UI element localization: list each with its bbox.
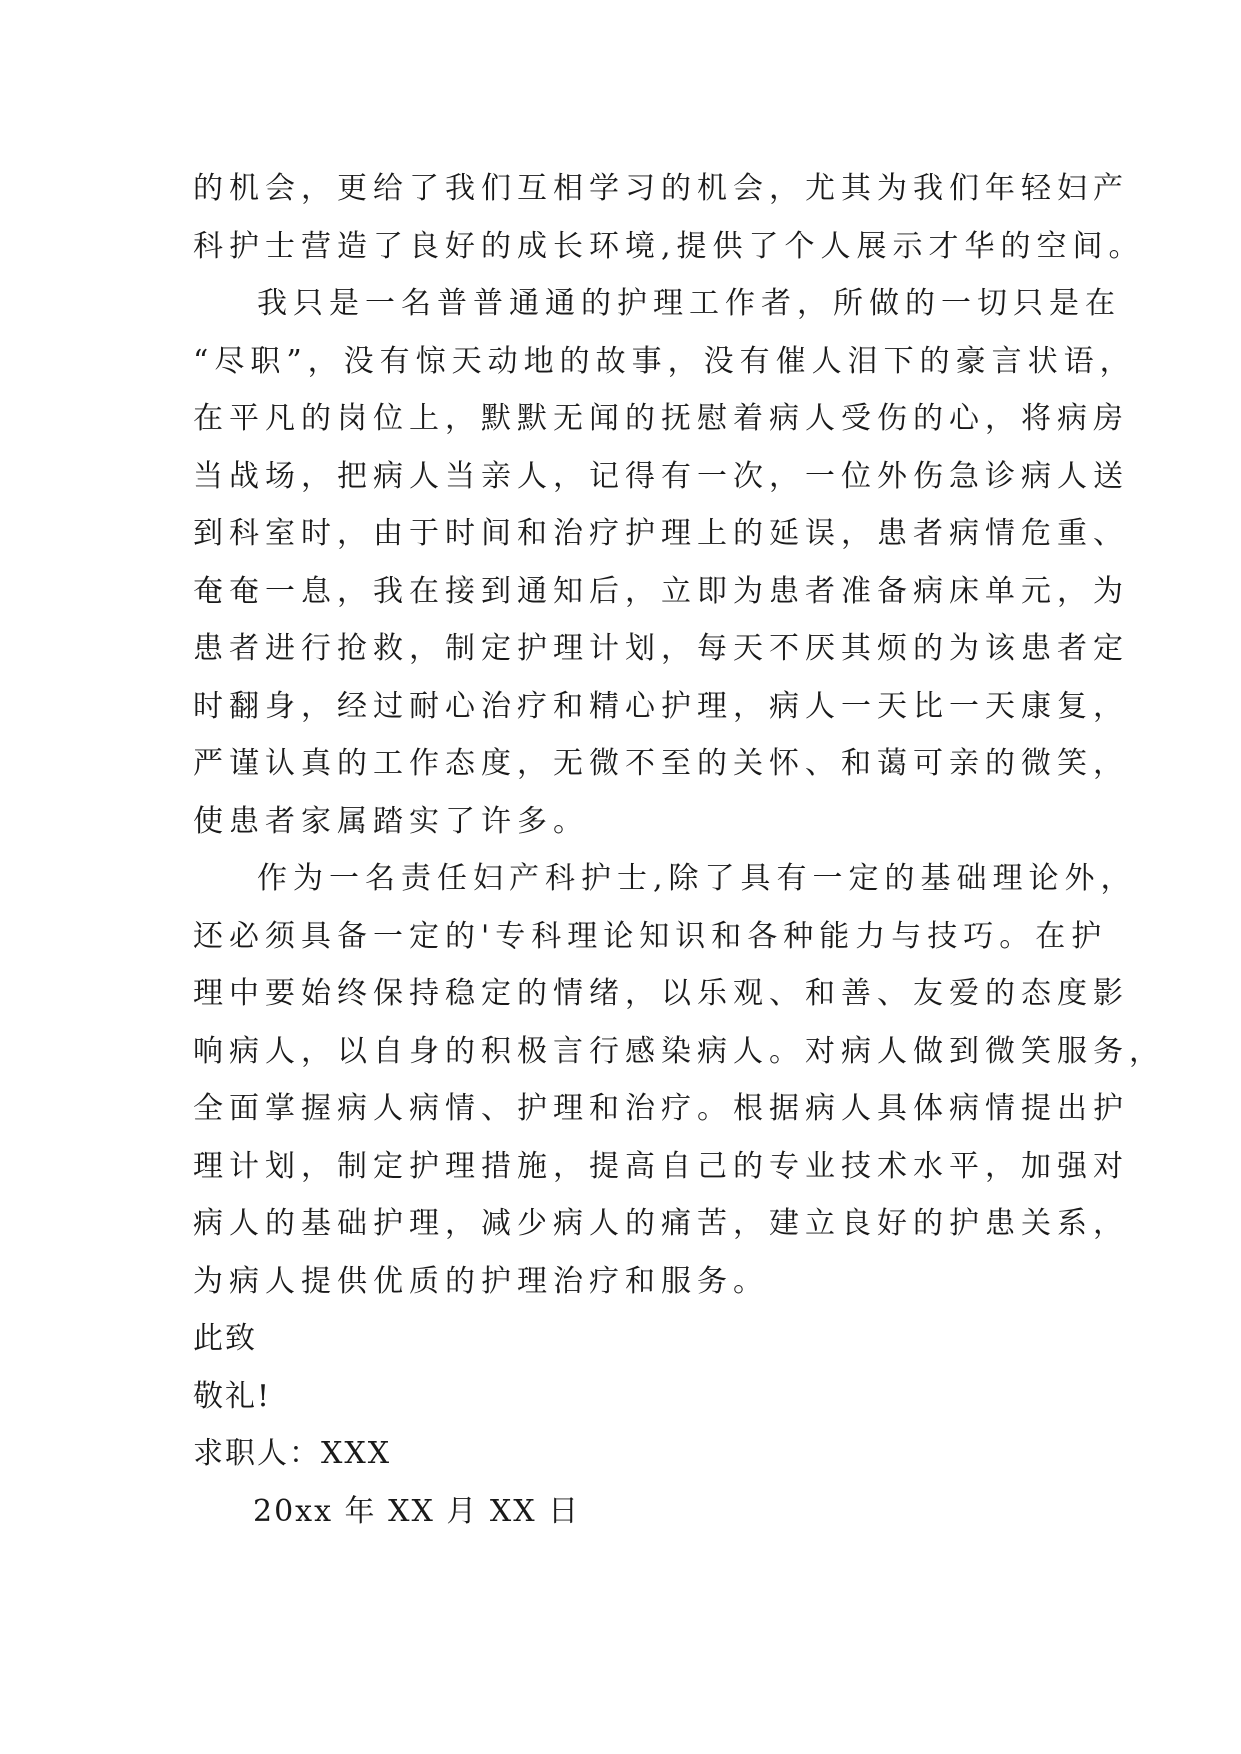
text-line: 患者进行抢救，制定护理计划，每天不厌其烦的为该患者定 bbox=[193, 631, 1129, 666]
text-line: 的机会，更给了我们互相学习的机会，尤其为我们年轻妇产 bbox=[193, 171, 1129, 206]
letter-closing bbox=[193, 1310, 1093, 1540]
paragraph-3 bbox=[193, 850, 1165, 1310]
text-line: 科护士营造了良好的成长环境,提供了个人展示才华的空间。 bbox=[193, 228, 1145, 264]
text-line: 严谨认真的工作态度，无微不至的关怀、和蔼可亲的微笑， bbox=[193, 746, 1129, 781]
text-line: 奄奄一息，我在接到通知后，立即为患者准备病床单元，为 bbox=[193, 573, 1129, 609]
letter-date: 20xx 年 XX 月 XX 日 bbox=[253, 1493, 581, 1529]
text-line: 时翻身，经过耐心治疗和精心护理，病人一天比一天康复， bbox=[193, 688, 1129, 724]
text-line: 响病人，以自身的积极言行感染病人。对病人做到微笑服务， bbox=[193, 1033, 1165, 1069]
text-line: “尽职”，没有惊天动地的故事，没有催人泪下的豪言状语， bbox=[193, 343, 1136, 379]
closing-regards: 敬礼! bbox=[193, 1378, 272, 1414]
paragraph-2 bbox=[193, 275, 1136, 850]
signature: 求职人：XXX bbox=[193, 1436, 392, 1471]
text-line: 全面掌握病人病情、护理和治疗。根据病人具体病情提出护 bbox=[193, 1091, 1129, 1126]
text-line: 到科室时，由于时间和治疗护理上的延误，患者病情危重、 bbox=[193, 516, 1129, 551]
text-line: 理中要始终保持稳定的情绪，以乐观、和善、友爱的态度影 bbox=[193, 976, 1129, 1011]
text-line: 使患者家属踏实了许多。 bbox=[193, 803, 589, 839]
letter-body bbox=[193, 160, 1165, 1540]
text-line: 当战场，把病人当亲人，记得有一次，一位外伤急诊病人送 bbox=[193, 458, 1129, 494]
text-line: 在平凡的岗位上，默默无闻的抚慰着病人受伤的心，将病房 bbox=[193, 401, 1129, 436]
text-line: 还必须具备一定的'专科理论知识和各种能力与技巧。在护 bbox=[193, 918, 1108, 954]
closing-salutation: 此致 bbox=[193, 1321, 257, 1356]
text-line: 理计划，制定护理措施，提高自己的专业技术水平，加强对 bbox=[193, 1148, 1129, 1184]
text-line: 我只是一名普普通通的护理工作者，所做的一切只是在 bbox=[257, 286, 1121, 321]
paragraph-1 bbox=[193, 160, 1145, 275]
text-line: 病人的基础护理，减少病人的痛苦，建立良好的护患关系， bbox=[193, 1206, 1129, 1241]
text-line: 为病人提供优质的护理治疗和服务。 bbox=[193, 1263, 769, 1299]
text-line: 作为一名责任妇产科护士,除了具有一定的基础理论外， bbox=[257, 861, 1137, 896]
